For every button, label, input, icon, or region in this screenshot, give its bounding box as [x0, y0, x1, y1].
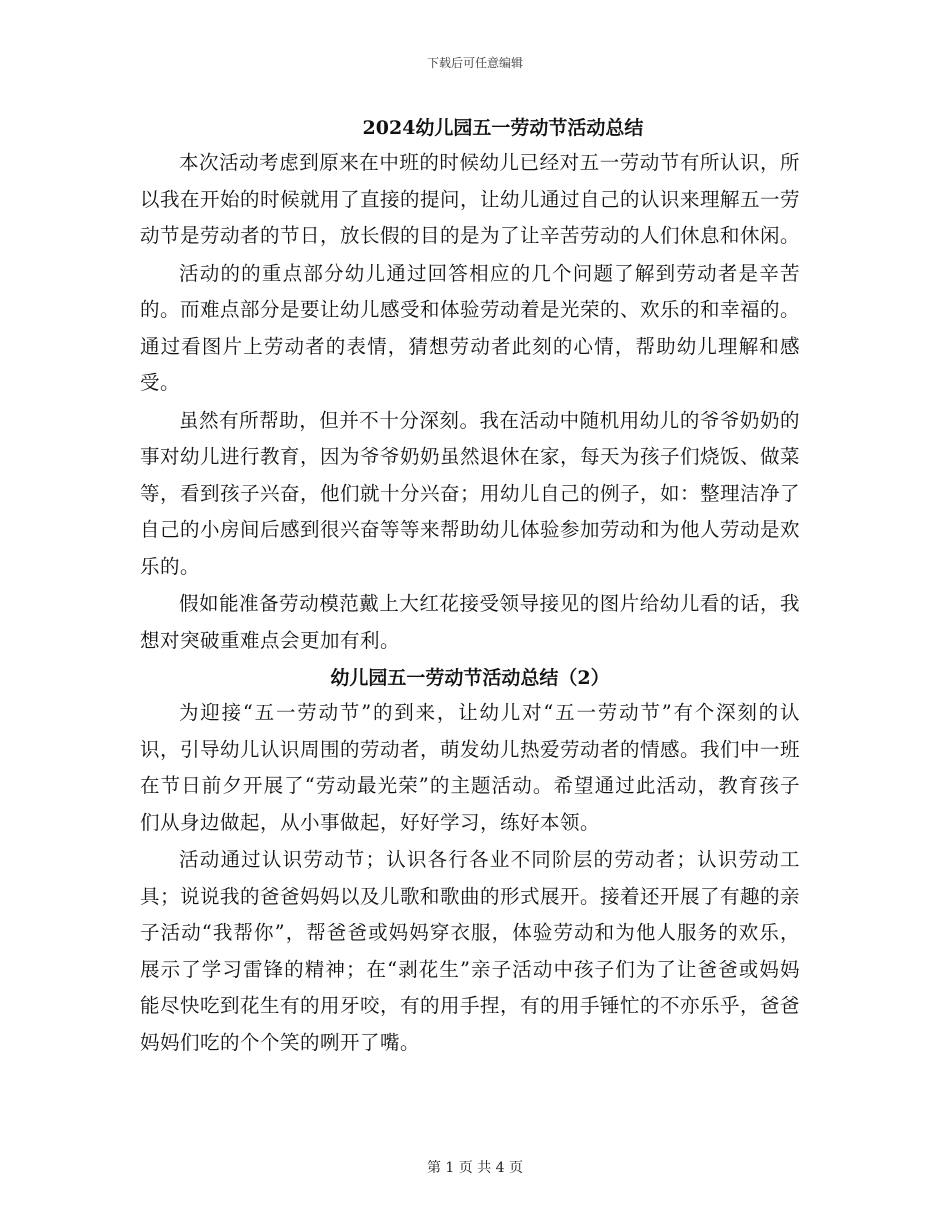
paragraph: 假如能准备劳动模范戴上大红花接受领导接见的图片给幼儿看的话，我想对突破重难点会更加有利。 — [140, 592, 800, 652]
paragraph: 为迎接“五一劳动节”的到来，让幼儿对“五一劳动节”有个深刻的认识，引导幼儿认识周围的劳动者，萌发幼儿热爱劳动者的情感。我们中一班在节日前夕开展了“劳动最光荣”的主题活动。希望通过此活动，教育孩子们从身边做起，从小事做起，好好学习，练好本领。 — [140, 701, 801, 834]
document-body — [140, 113, 800, 1061]
document-title: 2024幼儿园五一劳动节活动总结 — [362, 117, 644, 139]
section-title: 幼儿园五一劳动节活动总结（2） — [330, 667, 610, 689]
paragraph: 活动通过认识劳动节；认识各行各业不同阶层的劳动者；认识劳动工具；说说我的爸爸妈妈以及儿歌和歌曲的形式展开。接着还开展了有趣的亲子活动“我帮你”，帮爸爸或妈妈穿衣服，体验劳动和为他人服务的欢乐，展示了学习雷锋的精神；在“剥花生”亲子活动中孩子们为了让爸爸或妈妈能尽快吃到花生有的用牙咬，有的用手捏，有的用手锤忙的不亦乐乎，爸爸妈妈们吃的个个笑的咧开了嘴。 — [140, 848, 801, 1054]
paragraph: 活动的的重点部分幼儿通过回答相应的几个问题了解到劳动者是辛苦的。而难点部分是要让幼儿感受和体验劳动着是光荣的、欢乐的和幸福的。通过看图片上劳动者的表情，猜想劳动者此刻的心情，帮助幼儿理解和感受。 — [140, 261, 801, 394]
header-note: 下载后可任意编辑 — [426, 56, 523, 70]
paragraph: 虽然有所帮助，但并不十分深刻。我在活动中随机用幼儿的爷爷奶奶的事对幼儿进行教育，因为爷爷奶奶虽然退休在家，每天为孩子们烧饭、做菜等，看到孩子兴奋，他们就十分兴奋；用幼儿自己的例子，如：整理洁净了自己的小房间后感到很兴奋等等来帮助幼儿体验参加劳动和为他人劳动是欢乐的。 — [140, 408, 801, 578]
paragraph: 本次活动考虑到原来在中班的时候幼儿已经对五一劳动节有所认识，所以我在开始的时候就用了直接的提问，让幼儿通过自己的认识来理解五一劳动节是劳动者的节日，放长假的目的是为了让辛苦劳动的人们休息和休闲。 — [140, 151, 801, 247]
page-number: 第 1 页 共 4 页 — [426, 1160, 524, 1176]
